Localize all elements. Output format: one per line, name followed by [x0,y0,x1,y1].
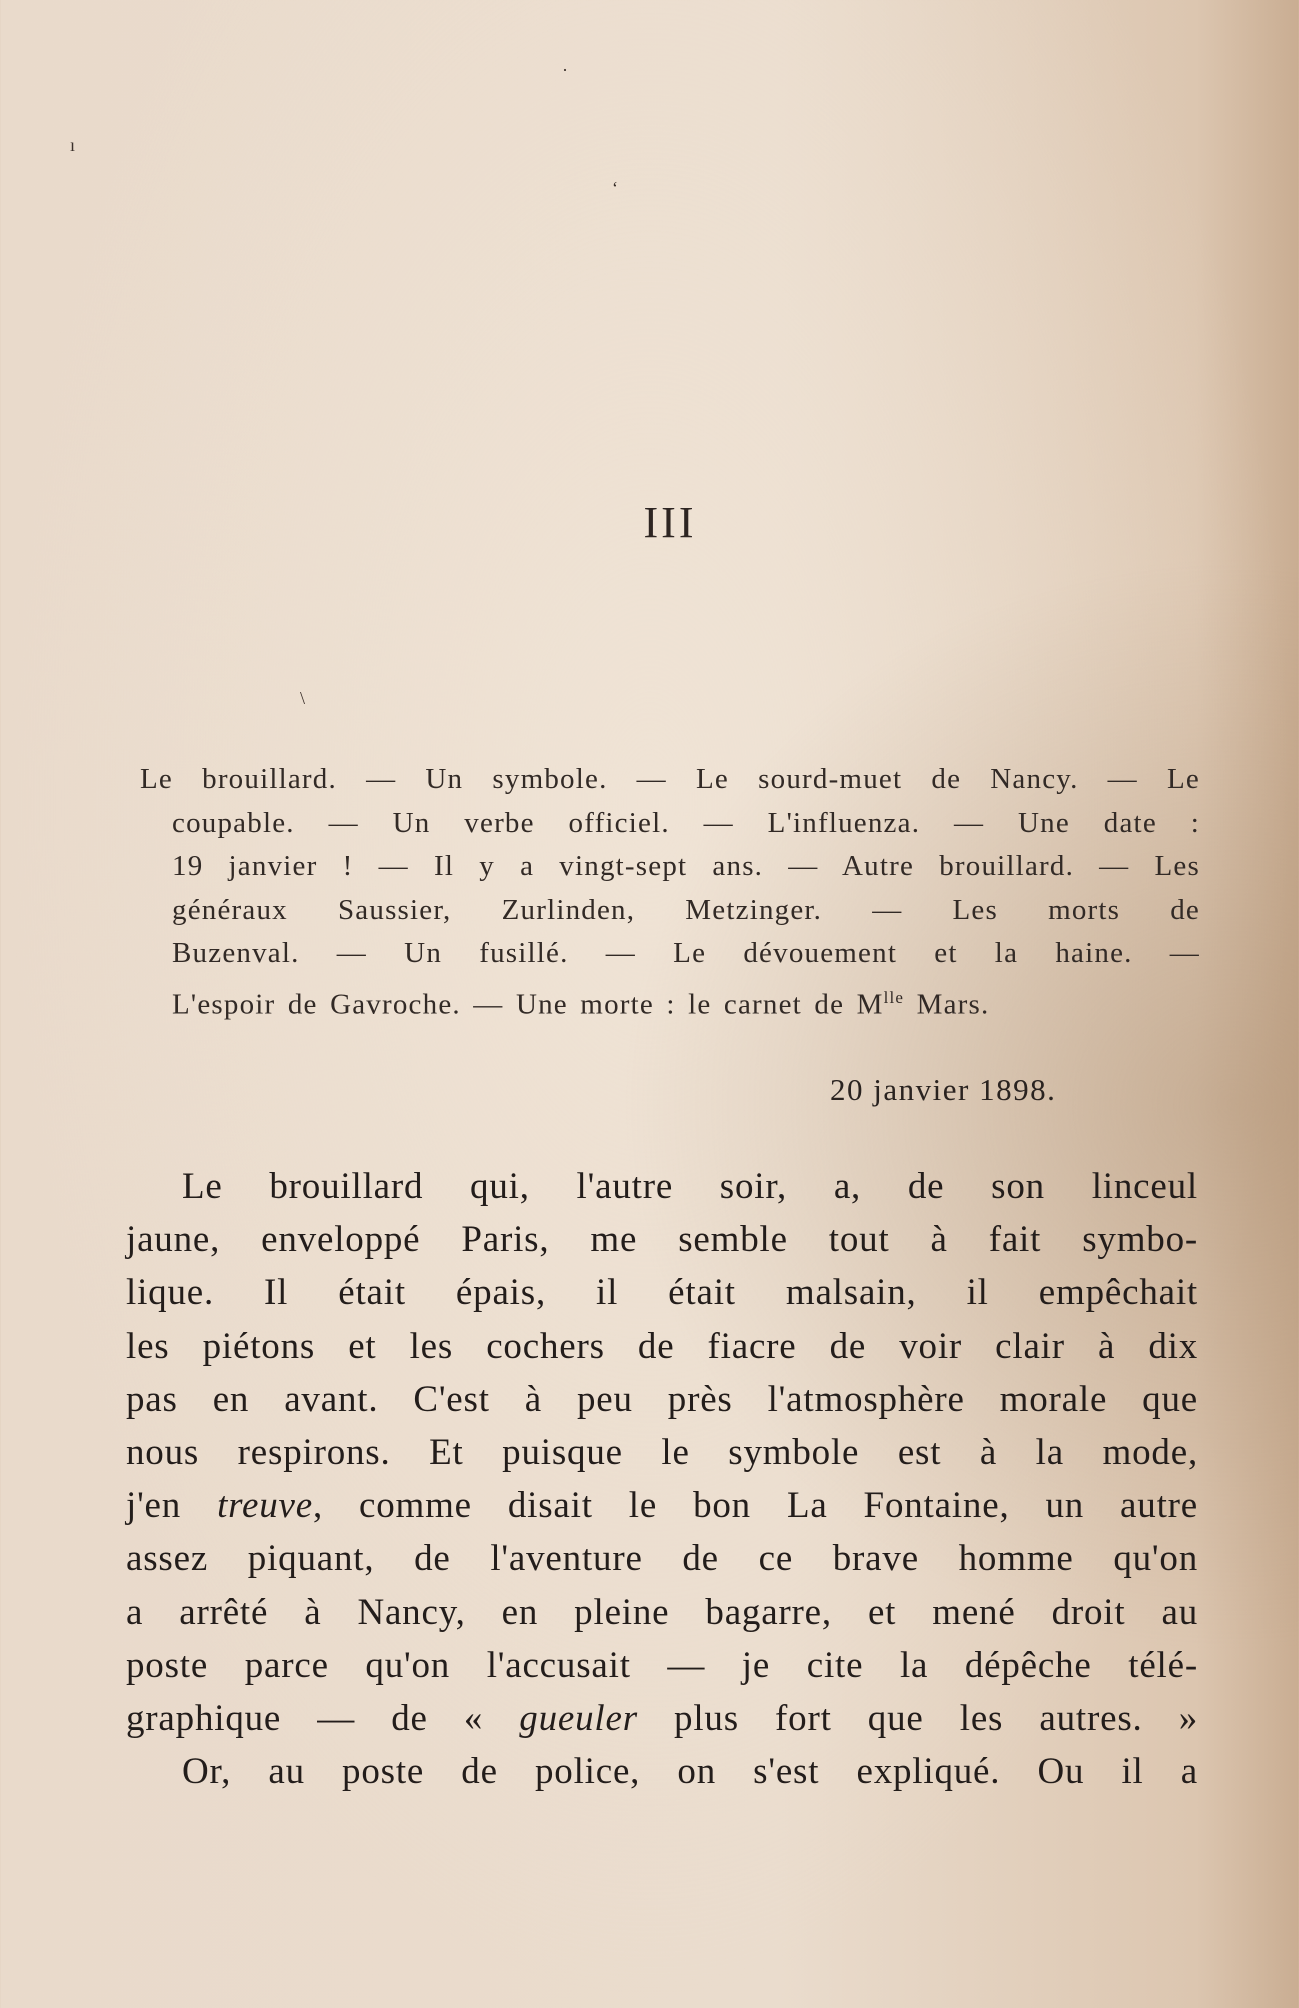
summary-line: Le brouillard. — Un symbole. — Le sourd-muet de Nancy. — Le [140,763,1200,795]
ink-speck: ʻ [612,178,618,198]
body-line [126,1479,1198,1532]
body-line-text: plus fort que les autres. » [637,1698,1198,1740]
summary-line-text: L'espoir de Gavroche. — Une morte : le carnet de M [172,988,884,1021]
body-line: nous respirons. Et puisque le symbole est à la mode, [126,1432,1198,1474]
italic-word: gueuler [519,1698,638,1740]
ink-speck: · [562,60,568,80]
summary-line [140,976,1200,1027]
body-line: a arrêté à Nancy, en pleine bagarre, et mené droit au [126,1591,1198,1633]
summary-line: 19 janvier ! — Il y a vingt-sept ans. — Autre brouillard. — Les [172,850,1200,882]
summary-line: Buzenval. — Un fusillé. — Le dévouement et la haine. — [172,937,1200,969]
body-line: lique. Il était épais, il était malsain, il empêchait [126,1272,1198,1314]
body-line: jaune, enveloppé Paris, me semble tout à fait symbo- [126,1219,1198,1261]
body-line-text: , comme disait le bon La Fontaine, un autre [312,1485,1198,1527]
ink-speck: \ [300,688,306,708]
body-line: Or, au poste de police, on s'est expliqué. Ou il a [182,1751,1198,1793]
body-line-text: j'en [126,1485,218,1527]
chapter-number: III [643,498,697,547]
ink-speck: ı [70,135,76,155]
body-line-text: graphique — de « [126,1698,520,1740]
body-line [126,1692,1198,1745]
body-line: poste parce qu'on l'accusait — je cite la dépêche télé- [126,1644,1198,1686]
summary-line: coupable. — Un verbe officiel. — L'influenza. — Une date : [172,806,1200,839]
chapter-summary [140,758,1200,1027]
italic-word: treuve [217,1485,313,1527]
body-line: assez piquant, de l'aventure de ce brave homme qu'on [126,1538,1198,1580]
body-line: pas en avant. C'est à peu près l'atmosphère morale que [126,1378,1198,1420]
dateline: 20 janvier 1898. [830,1072,1057,1107]
superscript-lle: lle [883,987,905,1007]
body-text [126,1160,1198,1798]
summary-line: généraux Saussier, Zurlinden, Metzinger. — Les morts de [172,893,1200,926]
summary-line-text: Mars. [904,988,990,1021]
body-line: Le brouillard qui, l'autre soir, a, de son linceul [182,1166,1198,1207]
body-line: les piétons et les cochers de fiacre de voir clair à dix [126,1325,1198,1367]
